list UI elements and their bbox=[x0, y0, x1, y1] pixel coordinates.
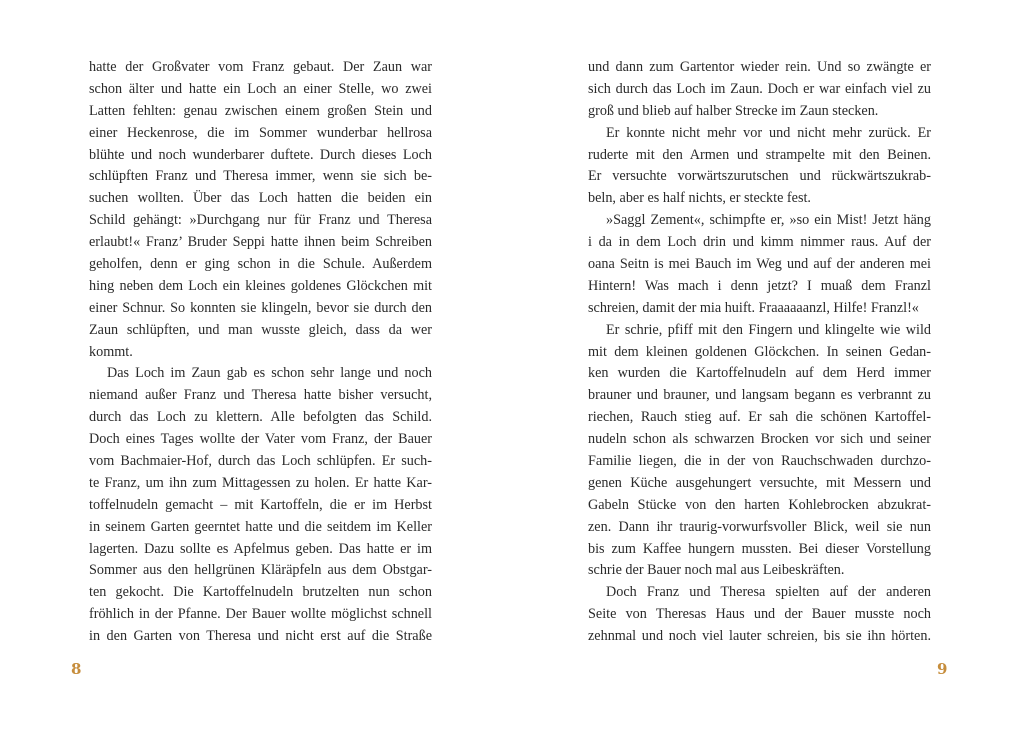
text-line: schon älter und hatte ein Loch an einer Stelle, wo zwei bbox=[89, 80, 432, 97]
text-line: fröhlich in der Pfanne. Der Bauer wollte möglichst schnell bbox=[89, 606, 432, 623]
text-line: zen. Dann ihr traurig-vorwurfsvoller Blick, weil sie nun bbox=[588, 518, 931, 535]
text-line: schrie der Bauer noch mal aus Leibeskräften. bbox=[588, 562, 845, 579]
text-line: ten gekocht. Die Kartoffelnudeln brutzelten nun schon bbox=[89, 584, 432, 601]
text-line: Zaun schlüpften, und man wusste gleich, dass da wer bbox=[89, 321, 432, 338]
text-line: Familie liegen, die in der von Rauchschwaden durchzo- bbox=[588, 453, 931, 470]
left-page-text bbox=[89, 57, 432, 648]
text-line: Hintern! Was mach i denn jetzt? I muaß dem Franzl bbox=[588, 277, 931, 294]
text-line: oana Seitn is mei Bauch im Weg und auf der anderen mei bbox=[588, 256, 931, 273]
text-line: Schild gehängt: »Durchgang nur für Franz und Theresa bbox=[89, 212, 432, 229]
text-line: zehnmal und noch viel lauter schreien, bis sie ihn hörten. bbox=[588, 628, 931, 645]
text-line: groß und blieb auf halber Strecke im Zaun stecken. bbox=[588, 102, 879, 119]
text-line: te Franz, um ihn zum Mittagessen zu holen. Er hatte Kar- bbox=[89, 474, 432, 491]
text-line: kommt. bbox=[89, 343, 133, 360]
text-line: hing neben dem Loch ein kleines goldenes Glöckchen mit bbox=[89, 277, 432, 294]
text-line: Latten fehlten: genau zwischen einem großen Stein und bbox=[89, 102, 432, 119]
text-line: durch das Loch zu klettern. Alle befolgten das Schild. bbox=[89, 409, 432, 426]
text-line: vom Bachmaier-Hof, durch das Loch schlüpfen. Er such- bbox=[89, 453, 432, 470]
text-line: in den Garten von Theresa und nicht erst auf die Straße bbox=[89, 628, 432, 645]
text-line: Das Loch im Zaun gab es schon sehr lange und noch bbox=[107, 365, 432, 382]
text-line: erlaubt!« Franz’ Bruder Seppi hatte ihnen beim Schreiben bbox=[89, 234, 432, 251]
text-line: in seinem Garten geerntet hatte und die seitdem im Keller bbox=[89, 518, 432, 535]
text-line: beln, aber es half nichts, er steckte fest. bbox=[588, 190, 811, 207]
text-line: »Saggl Zement«, schimpfte er, »so ein Mist! Jetzt häng bbox=[606, 212, 931, 229]
text-line: riechen, Rauch stieg auf. Er sah die schönen Kartoffel- bbox=[588, 409, 931, 426]
text-line: Er konnte nicht mehr vor und nicht mehr zurück. Er bbox=[606, 124, 931, 141]
text-line: Seite von Theresas Haus und der Bauer musste noch bbox=[588, 606, 931, 623]
text-line: ruderte mit den Armen und strampelte mit den Beinen. bbox=[588, 146, 931, 163]
text-line: i da in dem Loch drin und kimm nimmer raus. Auf der bbox=[588, 234, 931, 251]
text-line: niemand außer Franz und Theresa hatte bisher versucht, bbox=[89, 387, 432, 404]
text-line: geholfen, denn er ging schon in die Schule. Außerdem bbox=[89, 256, 432, 273]
text-line: ken wurden die Kartoffelnudeln auf dem Herd immer bbox=[588, 365, 931, 382]
text-line: Sommer aus den hellgrünen Kläräpfeln aus dem Obstgar- bbox=[89, 562, 432, 579]
text-line: Er versuchte vorwärtszurutschen und rückwärtszukrab- bbox=[588, 168, 931, 185]
text-line: suchen wollten. Über das Loch hatten die beiden ein bbox=[89, 190, 432, 207]
page-number-right: 9 bbox=[937, 660, 948, 678]
text-line: blühte und noch wunderbarer duftete. Durch dieses Loch bbox=[89, 146, 432, 163]
text-line: lagerten. Dazu sollte es Apfelmus geben. Das hatte er im bbox=[89, 540, 432, 557]
text-line: bis zum Kaffee hungern mussten. Bei dieser Vorstellung bbox=[588, 540, 931, 557]
text-line: schreien, damit der mia huift. Fraaaaaanzl, Hilfe! Franzl!« bbox=[588, 299, 919, 316]
text-line: sich durch das Loch im Zaun. Doch er war einfach viel zu bbox=[588, 80, 931, 97]
text-line: hatte der Großvater vom Franz gebaut. Der Zaun war bbox=[89, 59, 432, 75]
text-line: mit dem kleinen goldenen Glöckchen. In seinen Gedan- bbox=[588, 343, 931, 360]
text-line: toffelnudeln gemacht – mit Kartoffeln, die er im Herbst bbox=[89, 496, 432, 513]
text-line: nudeln schon als schwarzen Brocken vor sich und seiner bbox=[588, 431, 931, 448]
text-line: schlüpften Franz und Theresa immer, wenn sie sich be- bbox=[89, 168, 432, 185]
text-line: genen Küche ausgehungert versuchte, mit Messern und bbox=[588, 474, 931, 491]
text-line: brauner und brauner, und langsam begann es verbrannt zu bbox=[588, 387, 931, 404]
text-line: Doch eines Tages wollte der Vater vom Franz, der Bauer bbox=[89, 431, 432, 448]
page-number-left: 8 bbox=[71, 660, 82, 678]
text-line: und dann zum Gartentor wieder rein. Und so zwängte er bbox=[588, 59, 931, 75]
text-line: einer Heckenrose, die im Sommer wunderbar hellrosa bbox=[89, 124, 432, 141]
right-page-text bbox=[588, 57, 931, 648]
text-line: Er schrie, pfiff mit den Fingern und klingelte wie wild bbox=[606, 321, 931, 338]
text-line: Doch Franz und Theresa spielten auf der anderen bbox=[606, 584, 931, 601]
text-line: einer Schnur. So konnten sie klingeln, bevor sie durch den bbox=[89, 299, 432, 316]
text-line: Gabeln Stücke von den harten Kohlebrocken abzukrat- bbox=[588, 496, 931, 513]
